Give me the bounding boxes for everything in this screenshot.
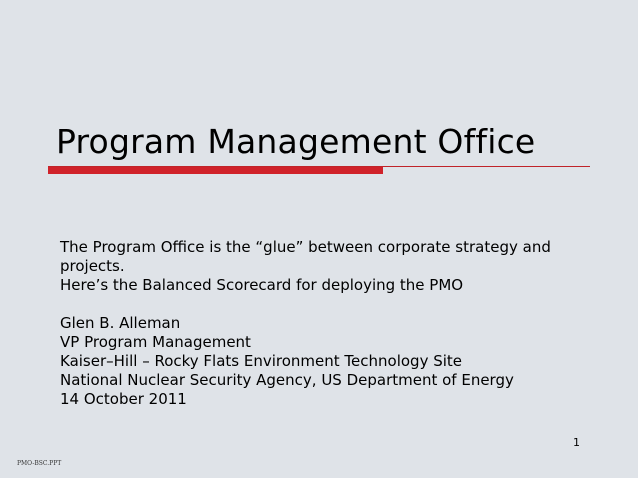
spacer [60,295,600,314]
presentation-date: 14 October 2011 [60,390,187,408]
intro-paragraph-2: Here’s the Balanced Scorecard for deploying the PMO [60,276,464,294]
intro-paragraph-1: The Program Office is the “glue” between corporate strategy and projects. [60,238,551,275]
author-agency: National Nuclear Security Agency, US Department of Energy [60,371,514,389]
author-organization: Kaiser–Hill – Rocky Flats Environment Technology Site [60,352,463,370]
footer-filename: PMO-BSC.PPT [17,460,62,467]
slide-title: Program Management Office [56,122,536,161]
title-underline-accent [48,167,383,174]
slide-body [60,238,600,409]
author-role: VP Program Management [60,333,251,351]
author-name: Glen B. Alleman [60,314,181,332]
page-number: 1 [573,436,580,449]
